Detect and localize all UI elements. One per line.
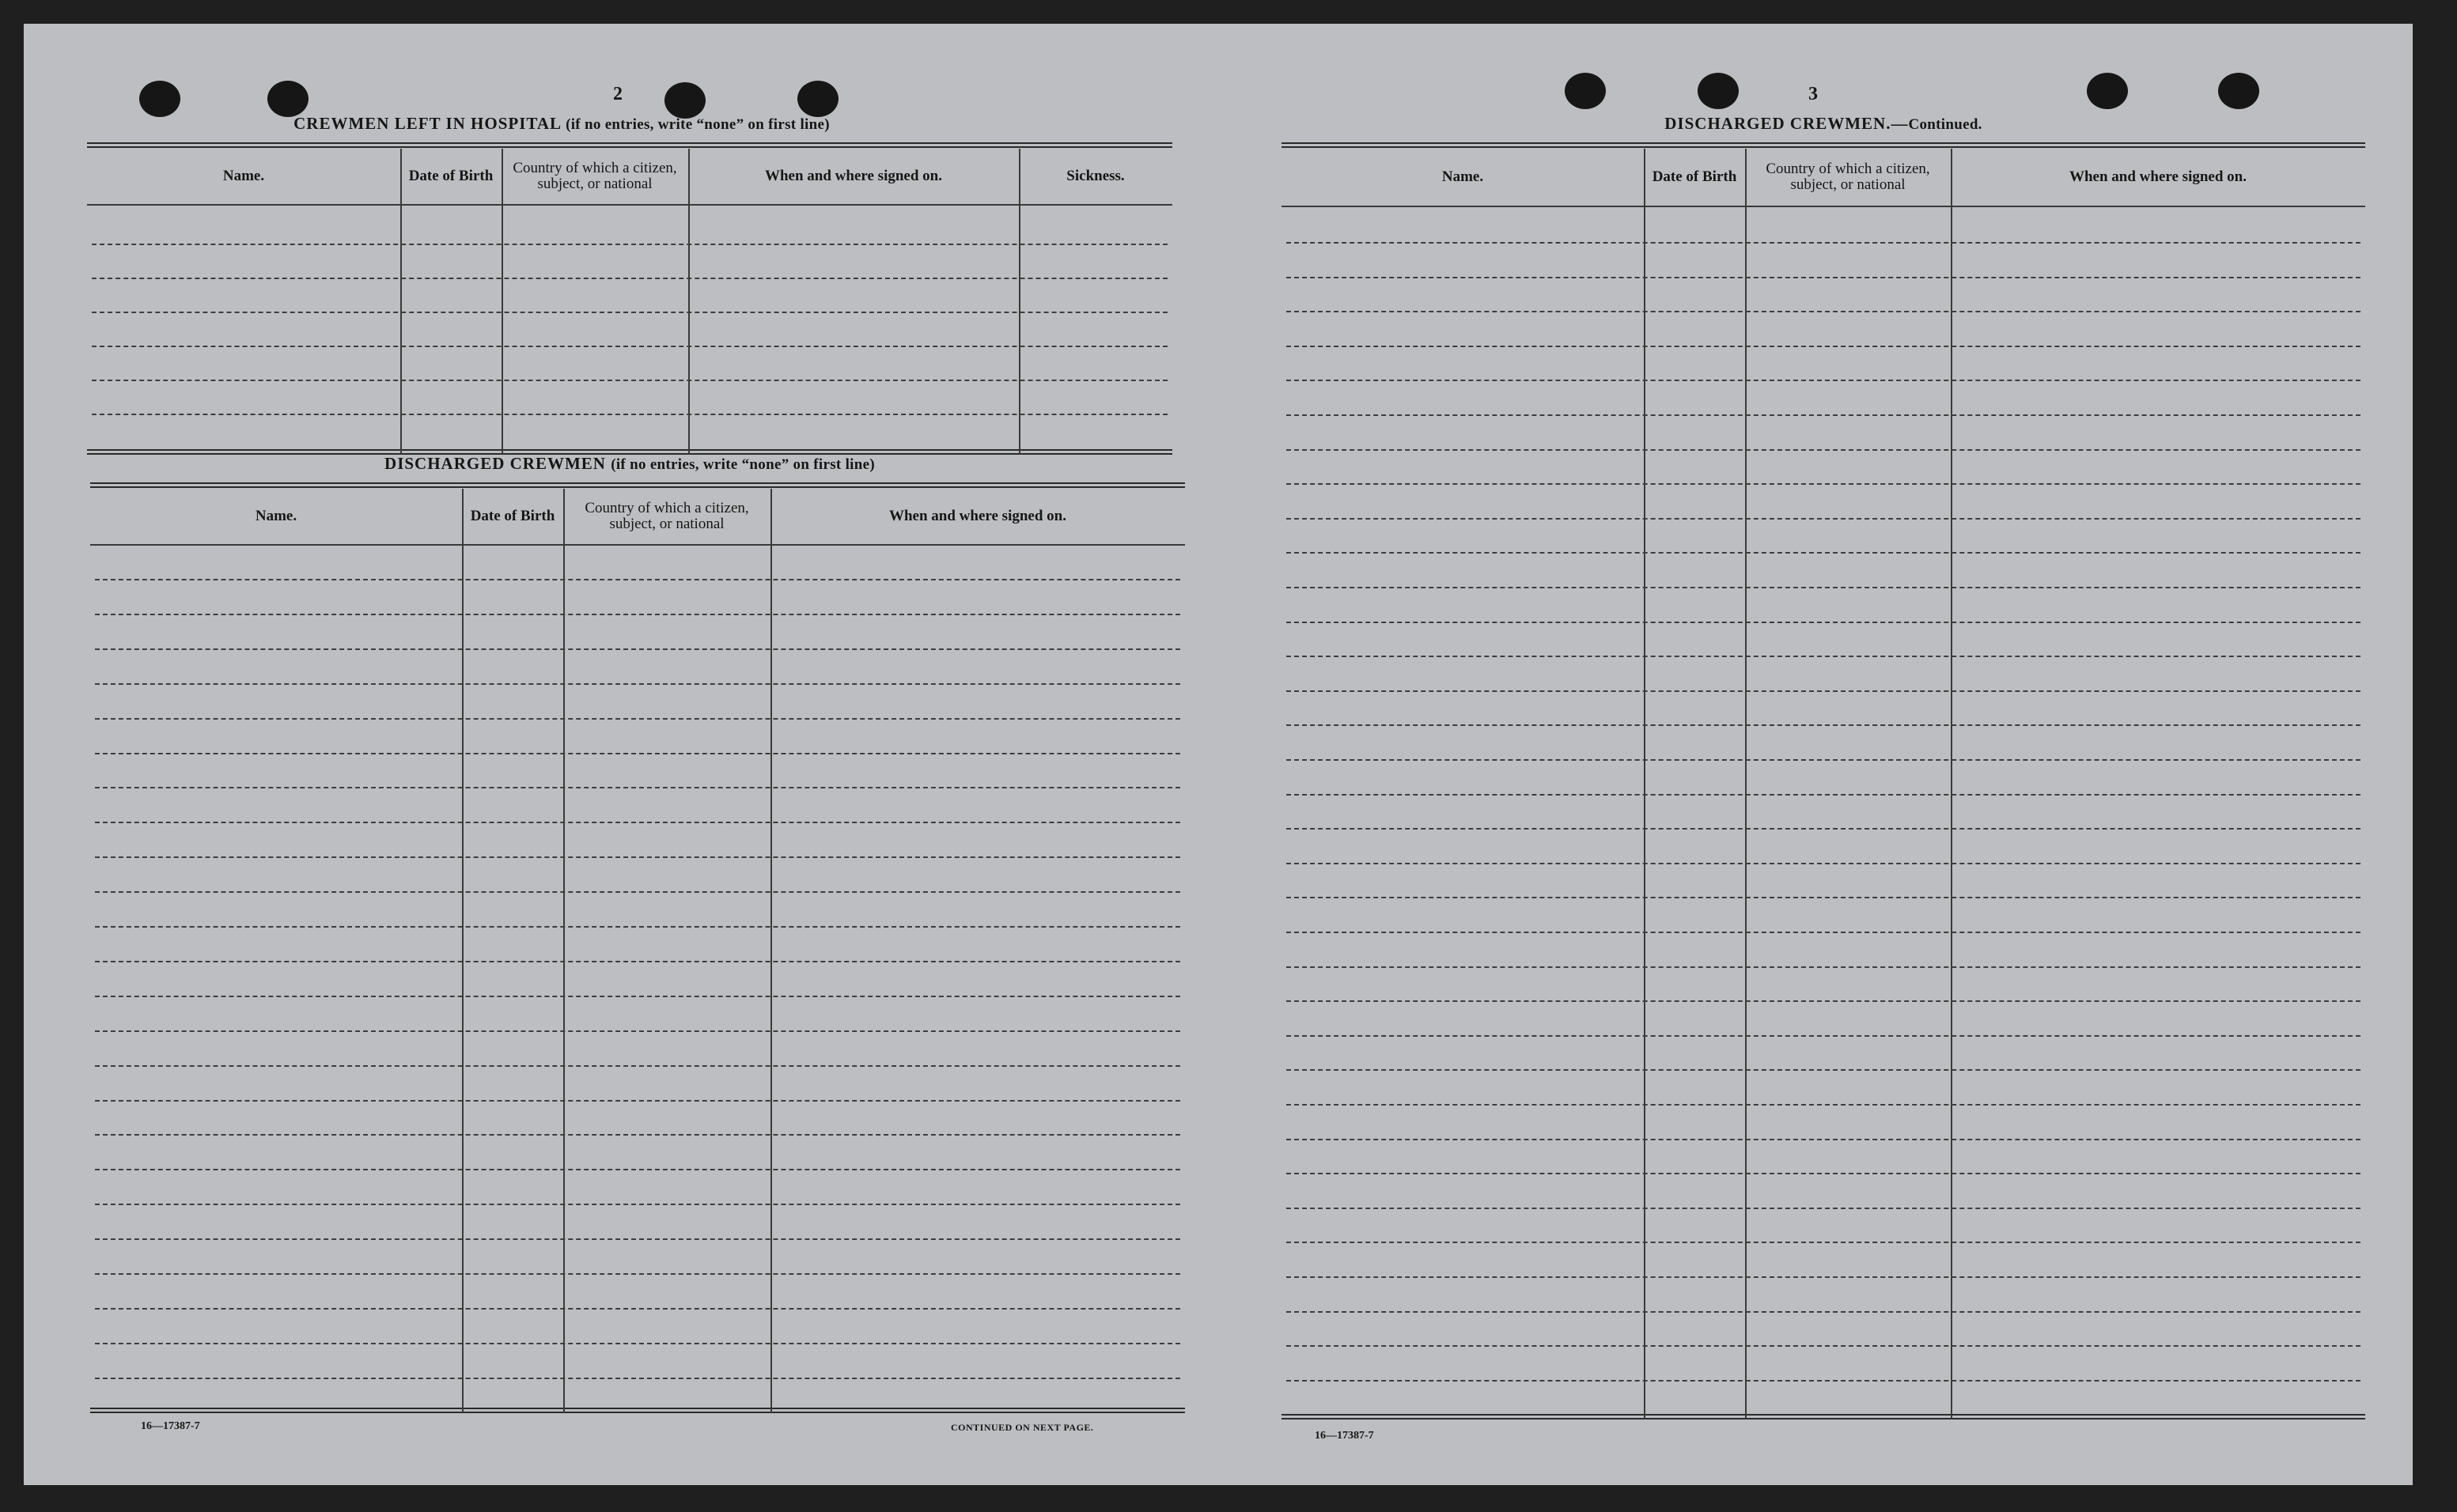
entry-line[interactable] (95, 1308, 1180, 1310)
entry-line[interactable] (1286, 1139, 2360, 1140)
punch-hole (267, 81, 309, 117)
entry-line[interactable] (95, 1030, 1180, 1032)
discharged-table (90, 482, 1185, 1414)
column-divider (1951, 149, 1952, 1419)
column-header: Name. (1441, 168, 1484, 185)
discharged-continued-title (1282, 114, 2365, 134)
column-header: Date of Birth (1652, 168, 1737, 185)
entry-line[interactable] (95, 1169, 1180, 1170)
entry-line[interactable] (95, 683, 1180, 685)
entry-line[interactable] (1286, 587, 2360, 588)
entry-line[interactable] (92, 244, 1168, 245)
punch-hole (2087, 73, 2128, 109)
table-bottom-rule (87, 449, 1172, 451)
entry-line[interactable] (92, 380, 1168, 381)
entry-line[interactable] (92, 278, 1168, 279)
entry-line[interactable] (95, 926, 1180, 928)
entry-line[interactable] (95, 1343, 1180, 1344)
entry-line[interactable] (1286, 449, 2360, 451)
entry-line[interactable] (95, 961, 1180, 962)
table-top-rule (90, 482, 1185, 484)
entry-line[interactable] (1286, 414, 2360, 416)
column-header: Country of which a citizen, subject, or national (513, 160, 677, 192)
right-page (1226, 24, 2413, 1485)
punch-hole (139, 81, 180, 117)
table-top-rule (87, 146, 1172, 148)
entry-line[interactable] (95, 718, 1180, 720)
entry-line[interactable] (95, 1238, 1180, 1240)
entry-line[interactable] (1286, 1380, 2360, 1382)
entry-line[interactable] (1286, 311, 2360, 312)
column-header: When and where signed on. (2069, 168, 2247, 185)
entry-line[interactable] (1286, 828, 2360, 830)
section-title-text: DISCHARGED CREWMEN (384, 454, 606, 473)
column-header: Country of which a citizen, subject, or national (585, 500, 749, 532)
entry-line[interactable] (92, 346, 1168, 347)
entry-line[interactable] (1286, 483, 2360, 485)
entry-line[interactable] (1286, 518, 2360, 520)
entry-line[interactable] (95, 856, 1180, 858)
entry-line[interactable] (1286, 759, 2360, 761)
column-header: Name. (255, 508, 297, 524)
entry-line[interactable] (1286, 1345, 2360, 1347)
entry-line[interactable] (95, 1273, 1180, 1275)
column-header: Name. (222, 168, 265, 184)
page-number: 3 (1808, 84, 1818, 104)
column-header: Sickness. (1066, 168, 1125, 184)
entry-line[interactable] (1286, 863, 2360, 864)
table-top-rule (90, 486, 1185, 488)
continued-note: CONTINUED ON NEXT PAGE. (951, 1422, 1094, 1433)
entry-line[interactable] (1286, 1311, 2360, 1313)
entry-line[interactable] (1286, 932, 2360, 933)
entry-line[interactable] (95, 787, 1180, 788)
section-subtitle-text: Continued. (1908, 116, 1982, 133)
entry-line[interactable] (1286, 1276, 2360, 1278)
hospital-section-title (127, 114, 997, 134)
entry-line[interactable] (1286, 1000, 2360, 1002)
entry-line[interactable] (1286, 897, 2360, 898)
form-code: 16—17387-7 (1315, 1430, 1374, 1442)
entry-line[interactable] (1286, 1242, 2360, 1243)
entry-line[interactable] (95, 753, 1180, 754)
header-bottom-rule (90, 544, 1185, 546)
entry-line[interactable] (95, 614, 1180, 615)
entry-line[interactable] (1286, 1173, 2360, 1174)
column-divider (1644, 149, 1645, 1419)
left-page (24, 24, 1226, 1485)
table-bottom-rule (90, 1412, 1185, 1413)
punch-hole (797, 81, 839, 117)
entry-line[interactable] (1286, 242, 2360, 244)
entry-line[interactable] (1286, 622, 2360, 623)
table-top-rule (87, 142, 1172, 144)
entry-line[interactable] (92, 414, 1168, 415)
hospital-table (87, 142, 1172, 455)
entry-line[interactable] (1286, 380, 2360, 381)
column-header: When and where signed on. (764, 168, 942, 184)
entry-line[interactable] (1286, 794, 2360, 796)
entry-line[interactable] (95, 1065, 1180, 1067)
table-bottom-rule (1282, 1418, 2365, 1419)
table-top-rule (1282, 146, 2365, 148)
entry-line[interactable] (1286, 966, 2360, 968)
column-header: Country of which a citizen, subject, or national (1766, 161, 1930, 193)
entry-line[interactable] (95, 648, 1180, 650)
punch-hole (2218, 73, 2259, 109)
column-header: When and where signed on. (888, 508, 1066, 524)
entry-line[interactable] (1286, 724, 2360, 726)
column-divider (1745, 149, 1747, 1419)
header-bottom-rule (87, 204, 1172, 206)
section-subtitle-text: (if no entries, write “none” on first line) (566, 116, 830, 133)
table-bottom-rule (90, 1408, 1185, 1409)
entry-line[interactable] (1286, 552, 2360, 554)
header-bottom-rule (1282, 206, 2365, 207)
entry-line[interactable] (1286, 656, 2360, 657)
entry-line[interactable] (95, 891, 1180, 893)
punch-hole (1698, 73, 1739, 109)
entry-line[interactable] (95, 579, 1180, 580)
entry-line[interactable] (1286, 690, 2360, 692)
section-subtitle-text: (if no entries, write “none” on first line) (611, 456, 875, 473)
entry-line[interactable] (95, 1204, 1180, 1205)
entry-line[interactable] (1286, 1104, 2360, 1106)
section-title-text: DISCHARGED CREWMEN.— (1664, 114, 1909, 133)
column-header: Date of Birth (408, 168, 494, 184)
section-title-text: CREWMEN LEFT IN HOSPITAL (293, 114, 561, 133)
page-number: 2 (613, 84, 623, 104)
entry-line[interactable] (95, 1378, 1180, 1379)
entry-line[interactable] (92, 312, 1168, 313)
entry-line[interactable] (1286, 1035, 2360, 1037)
punch-hole (1565, 73, 1606, 109)
entry-line[interactable] (1286, 1208, 2360, 1209)
entry-line[interactable] (1286, 277, 2360, 278)
entry-line[interactable] (1286, 1069, 2360, 1071)
entry-line[interactable] (1286, 346, 2360, 347)
entry-line[interactable] (95, 996, 1180, 997)
entry-line[interactable] (95, 822, 1180, 823)
table-bottom-rule (1282, 1414, 2365, 1416)
form-code: 16—17387-7 (141, 1420, 200, 1432)
column-header: Date of Birth (470, 508, 555, 524)
entry-line[interactable] (95, 1134, 1180, 1136)
discharged-continued-table (1282, 142, 2365, 1420)
discharged-section-title (87, 454, 1172, 474)
table-top-rule (1282, 142, 2365, 144)
document-sheet (24, 24, 2413, 1485)
entry-line[interactable] (95, 1100, 1180, 1102)
